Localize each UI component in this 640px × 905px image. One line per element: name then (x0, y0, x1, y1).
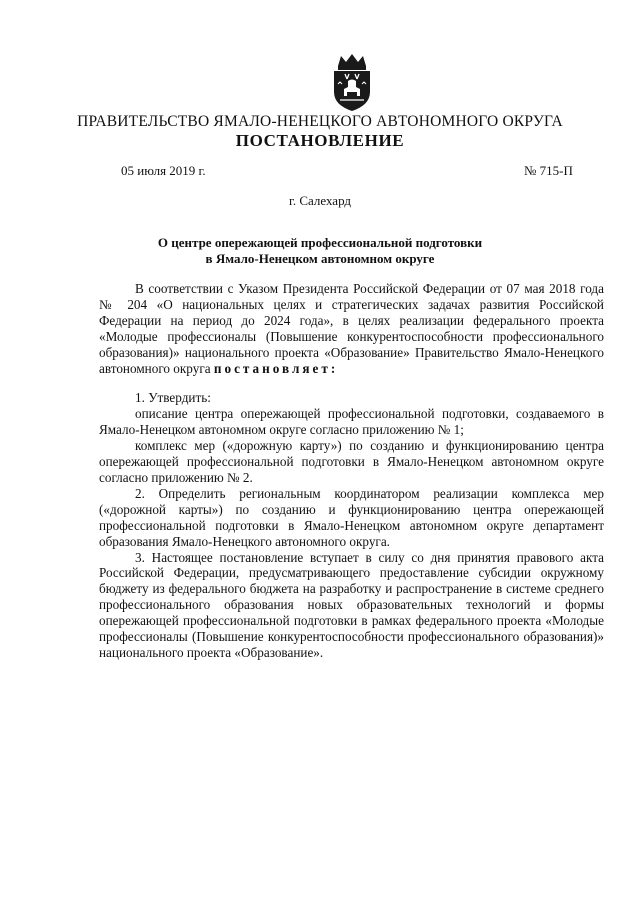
document-body (99, 281, 604, 661)
yamal-coat-of-arms-icon (330, 52, 374, 112)
government-title: ПРАВИТЕЛЬСТВО ЯМАЛО-НЕНЕЦКОГО АВТОНОМНОГО ОКРУГА (77, 113, 563, 130)
item-1-b: комплекс мер («дорожную карту») по созданию и функционированию центра опережающей профессиональной подготовки в Ямало-Ненецком автономном округе согласно приложению № 2. (99, 438, 604, 485)
item-2: 2. Определить региональным координатором реализации комплекса мер («дорожной карты») по созданию и функционированию центра опережающей профессиональной подготовки в Ямало-Ненецком автономном округе департамент образования Ямало-Ненецкого автономного округа. (99, 485, 604, 549)
document-number: № 715-П (524, 163, 573, 178)
document-date: 05 июля 2019 г. (121, 163, 206, 178)
document-heading (0, 235, 640, 267)
preamble-text: В соответствии с Указом Президента Российской Федерации от 07 мая 2018 года № 204 «О национальных целях и стратегических задачах развития Российской Федерации на период до 2024 года», в целях реализации федерального проекта «Молодые профессионалы (Повышение конкурентоспособности профессионального образования)» национального проекта «Образование» Правительство Ямало-Ненецкого автономного округа (99, 281, 604, 376)
document-type-title: ПОСТАНОВЛЕНИЕ (235, 131, 405, 150)
document-city: г. Салехард (288, 193, 352, 208)
heading-line-1: О центре опережающей профессиональной подготовки (157, 235, 483, 250)
item-3: 3. Настоящее постановление вступает в силу со дня принятия правового акта Российской Федерации, предусматривающего предоставление субсидии окружному бюджету из федерального бюджета на разработку и распространение в системе среднего профессионального образования новых образовательных технологий и формы опережающей профессиональной подготовки в рамках федерального проекта «Молодые профессионалы (Повышение конкурентоспособности профессионального образования)» национального проекта «Образование». (99, 549, 604, 660)
item-1-a: описание центра опережающей профессиональной подготовки, создаваемого в Ямало-Ненецком автономном округе согласно приложению № 1; (99, 406, 604, 438)
item-1-title: 1. Утвердить: (135, 390, 211, 406)
heading-line-2: в Ямало-Ненецком автономном округе (205, 251, 435, 266)
decree-word: постановляет: (213, 360, 339, 376)
preamble-paragraph (99, 281, 604, 376)
